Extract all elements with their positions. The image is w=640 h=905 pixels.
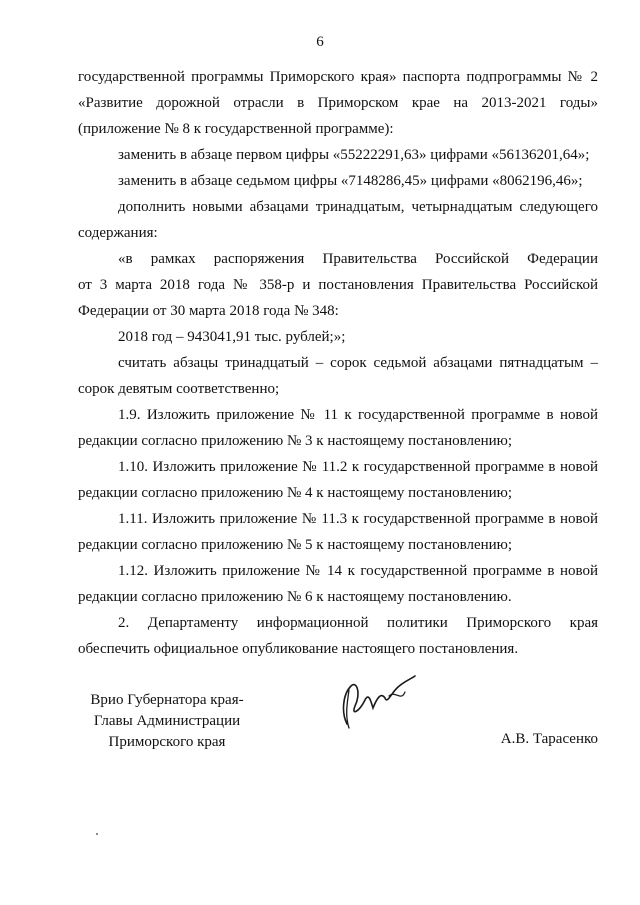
paragraph-line: редакции согласно приложению № 3 к настоящему постановлению;: [78, 433, 513, 449]
signatory-name: А.В. Тарасенко: [500, 731, 598, 747]
signatory-title-line: Приморского края: [108, 734, 226, 750]
paragraph-line: 1.9. Изложить приложение № 11 к государственной программе в новой: [118, 407, 598, 423]
paragraph-line: считать абзацы тринадцатый – сорок седьмой абзацами пятнадцатым –: [118, 355, 598, 371]
paragraph-line: Федерации от 30 марта 2018 года № 348:: [78, 303, 339, 319]
paragraph-line: «в рамках распоряжения Правительства Российской Федерации: [118, 251, 598, 267]
paragraph-line: редакции согласно приложению № 4 к настоящему постановлению;: [78, 485, 513, 501]
paragraph-amount: 2018 год – 943041,91 тыс. рублей;»;: [118, 329, 346, 345]
paragraph-line: 1.12. Изложить приложение № 14 к государственной программе в новой: [118, 563, 598, 579]
signatory-title: [82, 690, 252, 753]
handwritten-signature: [335, 672, 430, 732]
paragraph-line: содержания:: [78, 225, 158, 241]
paragraph-line: дополнить новыми абзацами тринадцатым, четырнадцатым следующего: [118, 199, 598, 215]
paragraph-line: редакции согласно приложению № 5 к настоящему постановлению;: [78, 537, 513, 553]
paragraph-line: от 3 марта 2018 года № 358-р и постановления Правительства Российской: [78, 277, 598, 293]
paragraph-line: 1.11. Изложить приложение № 11.3 к государственной программе в новой: [118, 511, 598, 527]
signatory-title-line: Врио Губернатора края-: [90, 692, 244, 708]
paragraph-line: «Развитие дорожной отрасли в Приморском крае на 2013-2021 годы»: [78, 95, 598, 111]
paragraph-line: редакции согласно приложению № 6 к настоящему постановлению.: [78, 589, 512, 605]
page-number: 6: [316, 34, 324, 50]
paragraph-line: 1.10. Изложить приложение № 11.2 к государственной программе в новой: [118, 459, 598, 475]
signatory-title-line: Главы Администрации: [93, 713, 241, 729]
document-body: [78, 64, 598, 662]
paragraph-line: обеспечить официальное опубликование настоящего постановления.: [78, 641, 519, 657]
paragraph-line: государственной программы Приморского края» паспорта подпрограммы № 2: [78, 69, 598, 85]
paragraph-line: (приложение № 8 к государственной программе):: [78, 121, 394, 137]
paragraph-line: сорок девятым соответственно;: [78, 381, 280, 397]
scan-speck: [96, 833, 98, 835]
paragraph-replace-seventh: заменить в абзаце седьмом цифры «7148286,45» цифрами «8062196,46»;: [118, 173, 583, 189]
paragraph-line: 2. Департаменту информационной политики Приморского края: [118, 615, 598, 631]
paragraph-replace-first: заменить в абзаце первом цифры «55222291,63» цифрами «56136201,64»;: [118, 147, 590, 163]
